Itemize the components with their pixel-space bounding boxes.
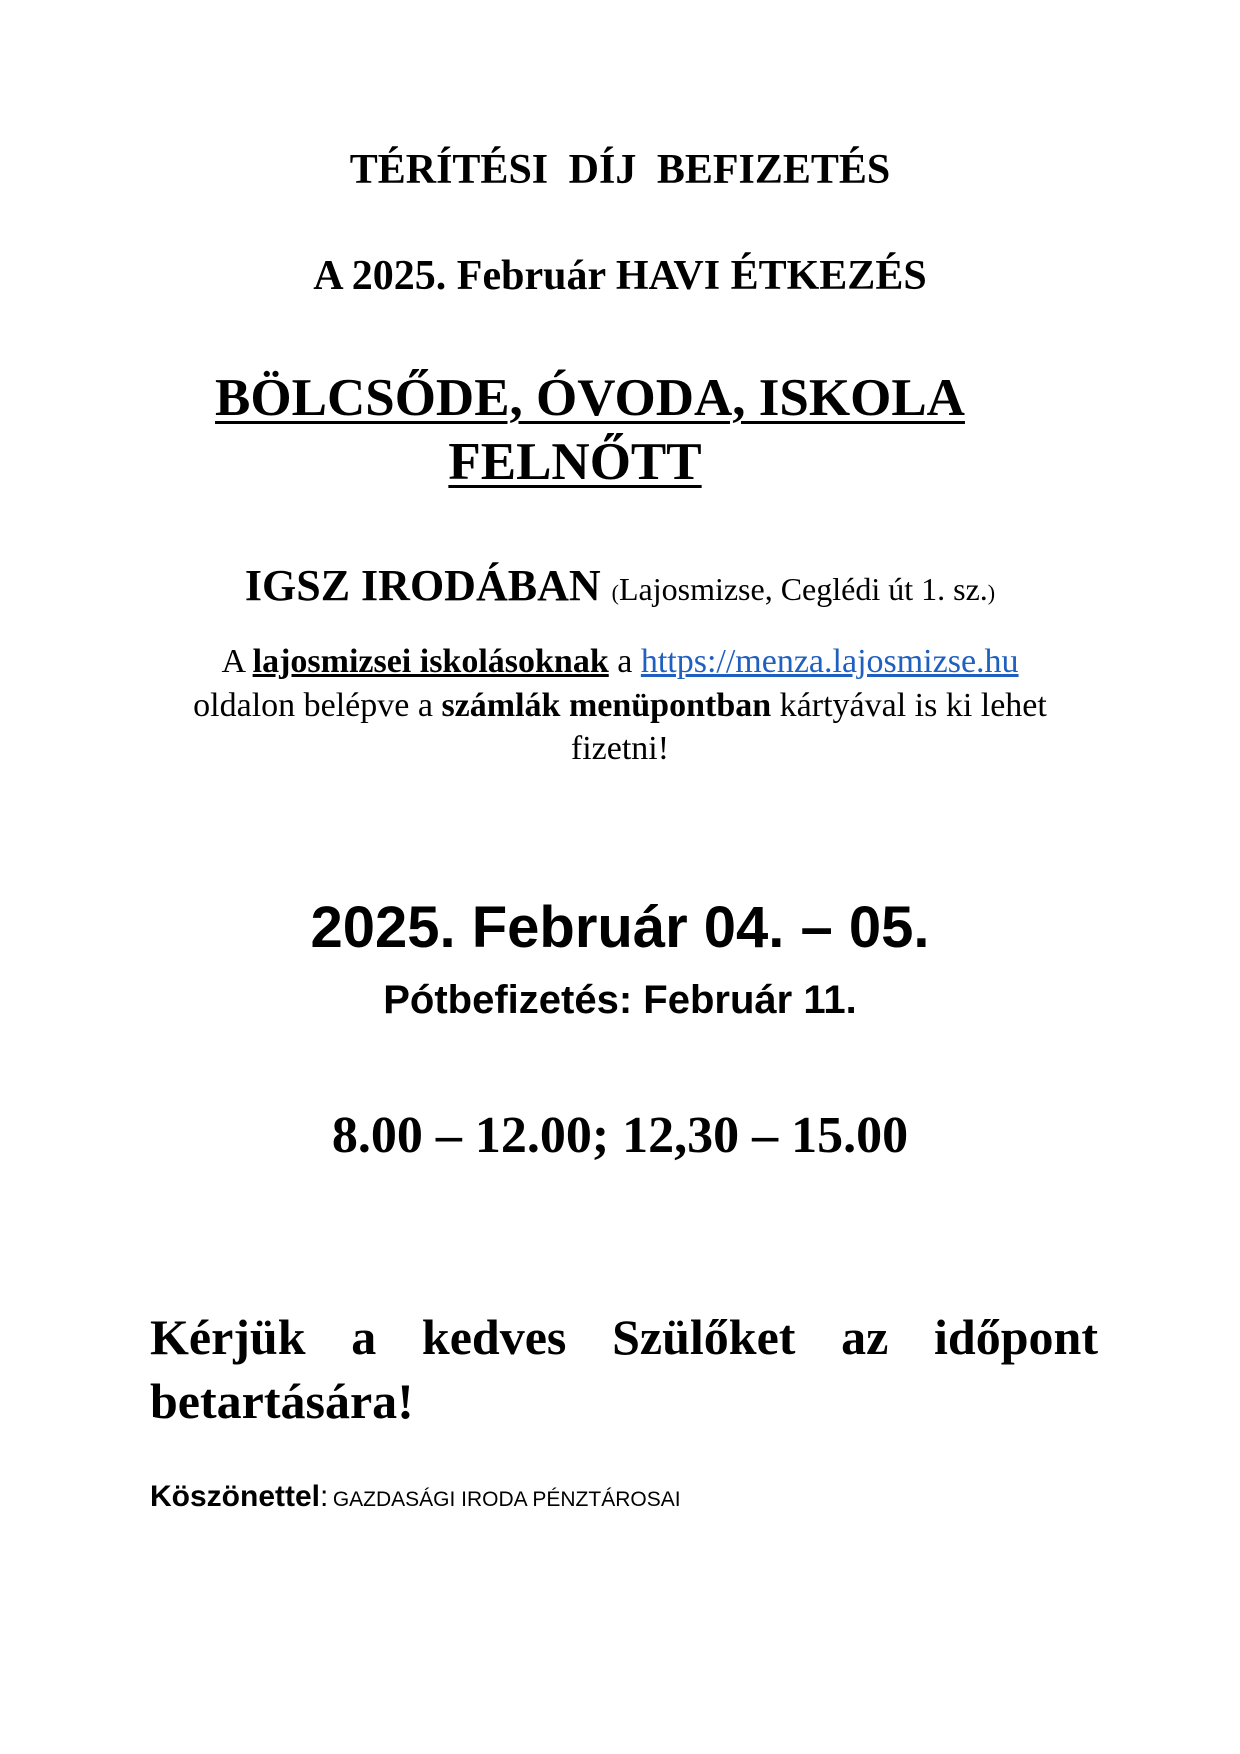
office-name: IGSZ IRODÁBAN: [244, 561, 601, 610]
institutions-line-1: BÖLCSŐDE, ÓVODA, ISKOLA: [215, 369, 965, 427]
online-payment-line-1: [0, 640, 1240, 683]
thanks-signer: GAZDASÁGI IRODA PÉNZTÁROSAI: [332, 1488, 681, 1511]
office-location: [0, 560, 1240, 611]
parent-request: Kérjük a kedves Szülőket az időpont betartására!: [150, 1309, 1098, 1429]
notice-subtitle: A 2025. Február HAVI ÉTKEZÉS: [313, 253, 927, 299]
extra-payment-date: Pótbefizetés: Február 11.: [383, 978, 857, 1022]
online-payment-line2-start: oldalon belépve a: [193, 687, 433, 724]
menza-link[interactable]: https://menza.lajosmizse.hu: [640, 643, 1019, 680]
thanks-colon: :: [320, 1480, 329, 1513]
office-address: Lajosmizse, Ceglédi út 1. sz.: [618, 571, 988, 607]
online-payment-connector: a: [617, 643, 633, 680]
office-paren-open: (: [611, 580, 619, 605]
online-payment-menu: számlák menüpontban: [441, 687, 772, 724]
thanks-label: Köszönettel: [150, 1480, 321, 1513]
online-payment-audience: lajosmizsei iskolásoknak: [252, 643, 609, 680]
online-payment-prefix: A: [221, 643, 245, 680]
online-payment-line2-end: kártyával is ki lehet: [779, 687, 1047, 724]
notice-title: TÉRÍTÉSI DÍJ BEFIZETÉS: [349, 147, 891, 193]
office-hours: 8.00 – 12.00; 12,30 – 15.00: [331, 1107, 909, 1164]
online-payment-line-3: fizetni!: [570, 730, 670, 767]
payment-date-range: 2025. Február 04. – 05.: [310, 895, 930, 960]
institutions-line-2: FELNŐTT: [448, 433, 702, 491]
office-paren-close: ): [987, 580, 996, 605]
thanks-signature: [150, 1480, 681, 1514]
online-payment-line-2: [0, 684, 1240, 727]
